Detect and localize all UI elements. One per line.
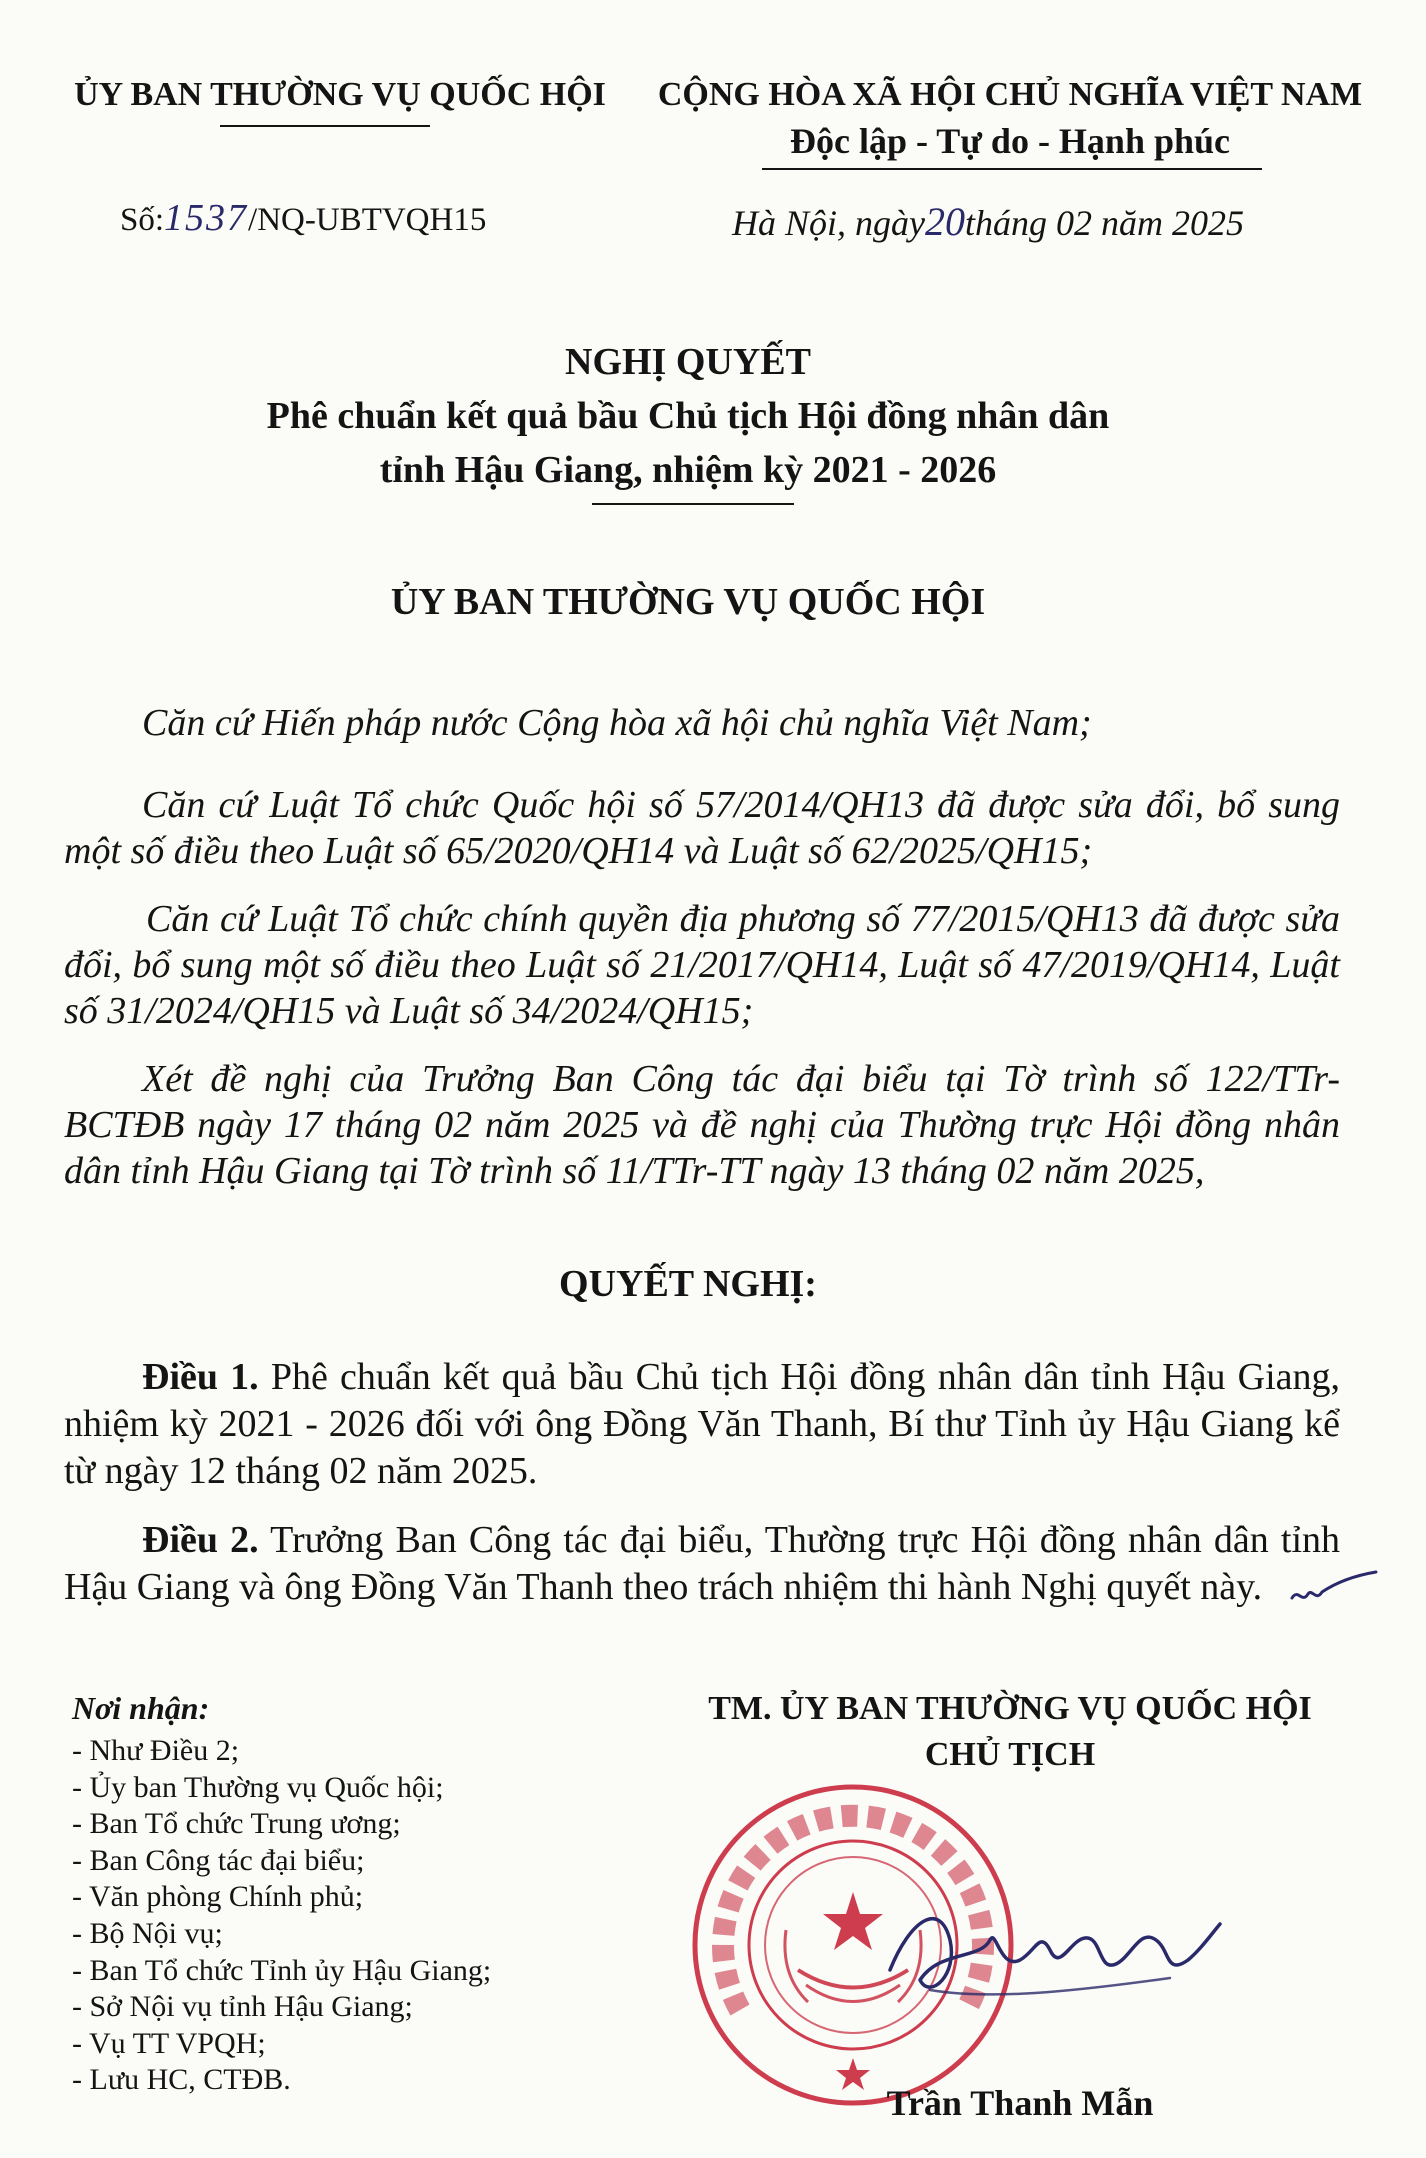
date-handwritten: 20 — [925, 199, 965, 244]
date-suffix: tháng 02 năm 2025 — [965, 203, 1244, 243]
article-1-text: Phê chuẩn kết quả bầu Chủ tịch Hội đồng nhân dân tỉnh Hậu Giang, nhiệm kỳ 2021 - 2026 đối với ông Đồng Văn Thanh, Bí thư Tỉnh ủy Hậu Giang kể từ ngày 12 tháng 02 năm 2025. — [64, 1356, 1340, 1492]
signer-name: Trần Thanh Mẫn — [886, 2083, 1154, 2123]
document-date — [732, 198, 1244, 245]
basis-local-gov-law: Căn cứ Luật Tổ chức chính quyền địa phương số 77/2015/QH13 đã được sửa đổi, bổ sung một số điều theo Luật số 21/2017/QH14, Luật số 47/2019/QH14, Luật số 31/2024/QH15 và Luật số 34/2024/QH15; — [64, 898, 1340, 1032]
recipient-item: - Ban Tổ chức Trung ương; — [72, 1807, 401, 1841]
document-type: NGHỊ QUYẾT — [565, 341, 811, 383]
initials-mark — [1290, 1570, 1380, 1610]
recipient-item: - Như Điều 2; — [72, 1734, 240, 1767]
document-number — [120, 196, 486, 240]
recipient-item: - Văn phòng Chính phủ; — [72, 1880, 364, 1914]
title-line-1: Phê chuẩn kết quả bầu Chủ tịch Hội đồng nhân dân — [266, 395, 1110, 437]
date-prefix: Hà Nội, ngày — [732, 203, 925, 243]
title-line-2: tỉnh Hậu Giang, nhiệm kỳ 2021 - 2026 — [379, 449, 997, 491]
title-underline — [592, 503, 794, 505]
number-handwritten: 1537 — [164, 197, 249, 239]
handwritten-signature-icon — [870, 1880, 1230, 2030]
agency-underline — [220, 125, 430, 127]
number-suffix: /NQ-UBTVQH15 — [248, 202, 487, 238]
recipient-item: - Ủy ban Thường vụ Quốc hội; — [72, 1770, 444, 1804]
article-1-label: Điều 1. — [142, 1356, 259, 1398]
article-2 — [64, 1517, 1340, 1611]
motto-underline — [762, 168, 1262, 170]
basis-na-law: Căn cứ Luật Tổ chức Quốc hội số 57/2014/QH13 đã được sửa đổi, bổ sung một số điều theo Luật số 65/2020/QH14 và Luật số 62/2025/QH15; — [64, 784, 1340, 872]
article-2-label: Điều 2. — [142, 1519, 259, 1561]
recipient-item: - Vụ TT VPQH; — [72, 2026, 266, 2060]
basis-constitution: Căn cứ Hiến pháp nước Cộng hòa xã hội chủ nghĩa Việt Nam; — [142, 702, 1092, 744]
recipient-item: - Sở Nội vụ tỉnh Hậu Giang; — [72, 1990, 413, 2024]
signature-on-behalf: TM. ỦY BAN THƯỜNG VỤ QUỐC HỘI — [708, 1690, 1312, 1727]
recipient-item: - Ban Công tác đại biểu; — [72, 1843, 365, 1877]
resolves-heading: QUYẾT NGHỊ: — [559, 1263, 817, 1305]
recipient-item: - Bộ Nội vụ; — [72, 1916, 223, 1950]
national-motto: Độc lập - Tự do - Hạnh phúc — [789, 121, 1231, 161]
issuer-heading: ỦY BAN THƯỜNG VỤ QUỐC HỘI — [390, 581, 986, 623]
article-1 — [64, 1354, 1340, 1495]
articles — [64, 1354, 1340, 1611]
legal-bases — [64, 700, 1340, 1194]
recipients-block — [72, 1690, 491, 2099]
signature-position: CHỦ TỊCH — [924, 1736, 1096, 1773]
issuing-agency: ỦY BAN THƯỜNG VỤ QUỐC HỘI — [74, 76, 606, 113]
article-2-text: Trưởng Ban Công tác đại biểu, Thường trực Hội đồng nhân dân tỉnh Hậu Giang và ông Đồng Văn Thanh theo trách nhiệm thi hành Nghị quyết này. — [64, 1519, 1341, 1608]
recipient-item: - Ban Tổ chức Tỉnh ủy Hậu Giang; — [72, 1953, 492, 1987]
recipients-list — [72, 1733, 491, 2099]
recipients-heading: Nơi nhận: — [72, 1690, 210, 1726]
basis-proposals: Xét đề nghị của Trưởng Ban Công tác đại biểu tại Tờ trình số 122/TTr-BCTĐB ngày 17 tháng 02 năm 2025 và đề nghị của Thường trực Hội đồng nhân dân tỉnh Hậu Giang tại Tờ trình số 11/TTr-TT ngày 13 tháng 02 năm 2025, — [64, 1058, 1340, 1192]
number-prefix: Số: — [120, 202, 165, 238]
recipient-item: - Lưu HC, CTĐB. — [72, 2063, 291, 2097]
national-title: CỘNG HÒA XÃ HỘI CHỦ NGHĨA VIỆT NAM — [657, 76, 1363, 113]
